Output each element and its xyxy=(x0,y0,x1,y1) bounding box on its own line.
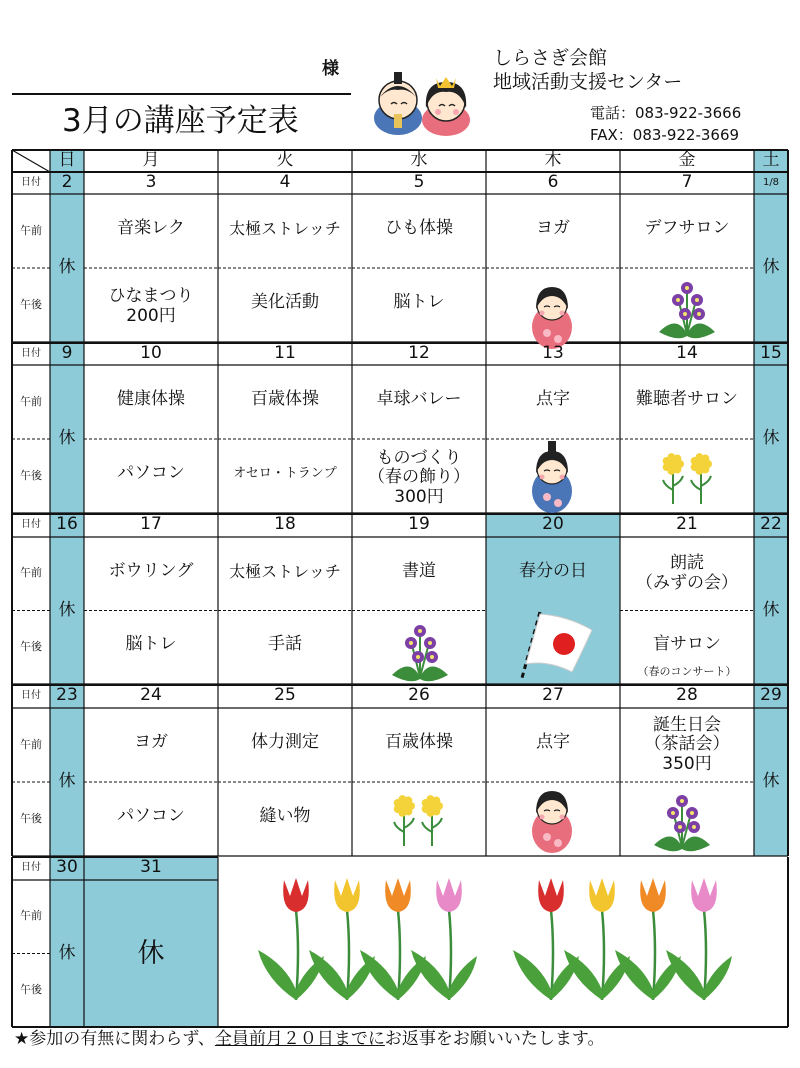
date-number: 6 xyxy=(547,172,559,193)
date-number: 31 xyxy=(140,857,162,878)
date-number: 24 xyxy=(140,685,162,706)
am-activity: ヨガ xyxy=(536,218,570,239)
weekday-header: 火 xyxy=(276,150,294,171)
weekday-header: 月 xyxy=(142,150,160,171)
weekday-header: 金 xyxy=(678,150,696,171)
phone-number: 電話：083-922-3666 xyxy=(590,104,742,122)
sunday-closed-mark: 休 xyxy=(58,257,76,278)
am-activity: デフサロン xyxy=(644,218,730,239)
weekday-header: 日 xyxy=(58,150,76,171)
date-number: 30 xyxy=(56,857,78,878)
date-number: 15 xyxy=(760,343,782,364)
empress-doll-icon xyxy=(532,791,572,853)
tulip-flower-icon xyxy=(411,878,477,1000)
rapeseed-flower-icon xyxy=(394,795,443,846)
fax-number: FAX：083-922-3669 xyxy=(590,126,740,144)
am-activity: 点字 xyxy=(536,389,570,410)
date-number: 20 xyxy=(542,514,564,535)
date-number: 5 xyxy=(413,172,425,193)
pm-activity: ものづくり （春の飾り） 300円 xyxy=(368,447,470,507)
date-number: 1/8 xyxy=(762,177,780,189)
am-activity: 書道 xyxy=(402,560,436,581)
saturday-closed-mark: 休 xyxy=(762,771,780,792)
date-row-label: 日付 xyxy=(21,519,41,531)
violet-flower-icon xyxy=(654,795,710,851)
date-row-label: 日付 xyxy=(21,348,41,360)
date-number: 21 xyxy=(676,514,698,535)
emperor-doll-icon xyxy=(532,441,572,513)
date-number: 16 xyxy=(56,514,78,535)
pm-activity: パソコン xyxy=(117,463,185,484)
am-label: 午前 xyxy=(20,223,42,237)
am-activity: 健康体操 xyxy=(117,389,185,410)
am-activity: 難聴者サロン xyxy=(636,389,738,410)
am-activity: 太極ストレッチ xyxy=(229,218,341,238)
am-label: 午前 xyxy=(20,909,42,923)
pm-activity: 脳トレ xyxy=(393,292,445,313)
violet-flower-icon xyxy=(659,282,715,338)
violet-flower-icon xyxy=(392,625,448,681)
footer-rest-text: お返事をお願いいたします。 xyxy=(384,1029,605,1049)
date-number: 9 xyxy=(61,343,73,364)
date-row-label: 日付 xyxy=(21,690,41,702)
date-number: 27 xyxy=(542,685,564,706)
am-activity: 誕生日会 （茶話会） 350円 xyxy=(644,714,730,774)
saturday-closed-mark: 休 xyxy=(762,599,780,620)
am-activity: 体力測定 xyxy=(251,732,319,753)
tulip-flower-icon xyxy=(513,878,579,1000)
date-number: 19 xyxy=(408,514,430,535)
weekday-header: 水 xyxy=(410,150,428,171)
date-number: 11 xyxy=(274,343,296,364)
date-number: 25 xyxy=(274,685,296,706)
tulip-flower-icon xyxy=(309,878,375,1000)
monday-closed-mark: 休 xyxy=(137,937,165,969)
page-title: 3月の講座予定表 xyxy=(62,103,299,139)
am-activity: 百歳体操 xyxy=(385,732,453,753)
pm-label: 午後 xyxy=(20,468,42,482)
tulip-flower-icon xyxy=(615,878,681,1000)
am-activity: 百歳体操 xyxy=(251,389,319,410)
date-number: 18 xyxy=(274,514,296,535)
org-name: しらさぎ会館 xyxy=(493,47,608,69)
am-label: 午前 xyxy=(20,737,42,751)
am-activity: 太極ストレッチ xyxy=(229,561,341,581)
weekday-header: 土 xyxy=(762,150,780,171)
tulip-flower-icon xyxy=(666,878,732,1000)
am-activity: 音楽レク xyxy=(117,218,185,239)
pm-label: 午後 xyxy=(20,639,42,653)
tulip-flower-icon xyxy=(564,878,630,1000)
date-number: 4 xyxy=(279,172,291,193)
footer-star-text: ★参加の有無に関わらず、 xyxy=(14,1029,215,1049)
am-activity: 春分の日 xyxy=(519,560,587,581)
pm-activity: オセロ・トランプ xyxy=(233,465,337,481)
am-activity: 点字 xyxy=(536,732,570,753)
pm-activity: ひなまつり 200円 xyxy=(108,286,194,326)
am-activity: 卓球バレー xyxy=(376,389,462,410)
pm-label: 午後 xyxy=(20,811,42,825)
am-label: 午前 xyxy=(20,566,42,580)
am-activity: 朗読 （みずの会） xyxy=(636,553,738,593)
sunday-closed-mark: 休 xyxy=(58,942,76,963)
pm-label: 午後 xyxy=(20,982,42,996)
date-number: 7 xyxy=(681,172,693,193)
date-number: 13 xyxy=(542,343,564,364)
pm-activity: 美化活動 xyxy=(251,292,319,313)
date-number: 22 xyxy=(760,514,782,535)
date-number: 12 xyxy=(408,343,430,364)
pm-activity: 手話 xyxy=(268,634,302,655)
am-activity: ひも体操 xyxy=(385,218,453,239)
date-number: 29 xyxy=(760,685,782,706)
tulip-flower-icon xyxy=(360,878,426,1000)
pm-label: 午後 xyxy=(20,297,42,311)
pm-activity: 縫い物 xyxy=(259,806,311,827)
am-activity: ボウリング xyxy=(108,560,194,581)
saturday-closed-mark: 休 xyxy=(762,257,780,278)
date-number: 23 xyxy=(56,685,78,706)
sunday-closed-mark: 休 xyxy=(58,771,76,792)
am-label: 午前 xyxy=(20,394,42,408)
pm-activity: パソコン xyxy=(117,806,185,827)
pm-activity-note: （春のコンサート） xyxy=(637,664,737,678)
date-number: 14 xyxy=(676,343,698,364)
weekday-header: 木 xyxy=(544,150,562,171)
tulip-flower-icon xyxy=(258,878,324,1000)
date-row-label: 日付 xyxy=(21,177,41,189)
date-number: 17 xyxy=(140,514,162,535)
date-number: 2 xyxy=(61,172,73,193)
am-activity: ヨガ xyxy=(134,732,168,753)
empress-doll-icon xyxy=(532,287,572,349)
saturday-closed-mark: 休 xyxy=(762,428,780,449)
footer-note xyxy=(14,1030,605,1050)
date-number: 3 xyxy=(145,172,157,193)
sunday-closed-mark: 休 xyxy=(58,428,76,449)
pm-activity: 盲サロン xyxy=(653,634,721,655)
date-number: 26 xyxy=(408,685,430,706)
sunday-closed-mark: 休 xyxy=(58,599,76,620)
pm-activity: 脳トレ xyxy=(125,634,177,655)
date-number: 10 xyxy=(140,343,162,364)
footer-deadline-text: 全員前月２０日までに xyxy=(214,1029,385,1049)
date-row-label: 日付 xyxy=(21,862,41,874)
rapeseed-flower-icon xyxy=(663,453,712,504)
sama-label: 様 xyxy=(322,59,339,79)
org-subname: 地域活動支援センター xyxy=(493,71,683,93)
date-number: 28 xyxy=(676,685,698,706)
